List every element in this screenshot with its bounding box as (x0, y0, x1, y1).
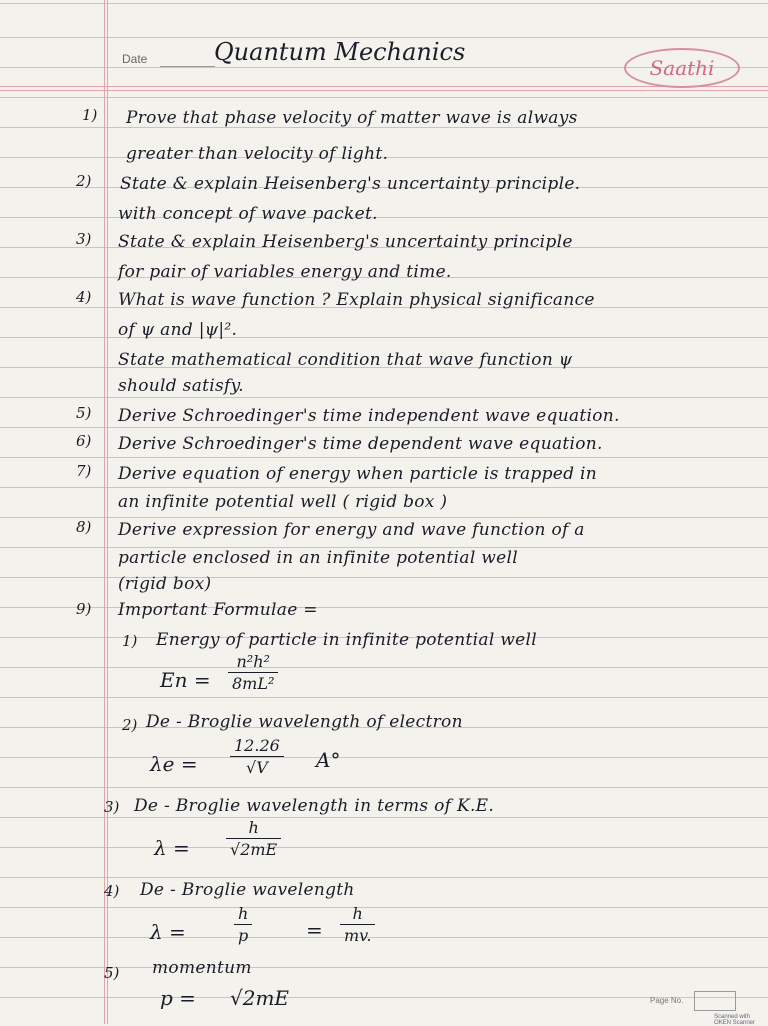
formula-denominator: mv. (344, 926, 372, 945)
formula-denominator: p (238, 926, 249, 945)
question-line: greater than velocity of light. (126, 144, 389, 164)
formula-number: 5) (104, 964, 120, 982)
formula-numerator: 12.26 (234, 736, 280, 755)
fraction-bar (234, 924, 252, 925)
question-line: Derive Schroedinger's time independent wave equation. (118, 406, 620, 426)
formula-lhs: En = (160, 668, 211, 692)
question-line: Derive equation of energy when particle is trapped in (118, 464, 598, 484)
formula-number: 2) (122, 716, 138, 734)
question-line: State mathematical condition that wave function ψ (118, 350, 573, 370)
question-line: an infinite potential well ( rigid box ) (118, 492, 448, 512)
question-line: What is wave function ? Explain physical significance (118, 290, 595, 310)
formula-numerator: h (248, 818, 259, 837)
formula-denominator: 8mL² (232, 674, 275, 693)
question-number: 4) (76, 288, 92, 306)
header-rule (0, 86, 768, 87)
formula-lhs: λ = (154, 836, 190, 860)
question-number: 7) (76, 462, 92, 480)
question-line: with concept of wave packet. (118, 204, 378, 224)
question-number: 3) (76, 230, 92, 248)
page-number-label: Page No. (650, 996, 684, 1005)
fraction-bar (230, 756, 284, 757)
question-number: 6) (76, 432, 92, 450)
formula-denominator: √V (246, 758, 268, 777)
header-rule (0, 90, 768, 91)
question-line: of ψ and |ψ|². (118, 320, 238, 340)
brand-logo: Saathi (624, 48, 740, 88)
formula-numerator: n²h² (236, 652, 270, 671)
question-line: Prove that phase velocity of matter wave is always (126, 108, 578, 128)
scanner-watermark: Scanned with OKEN Scanner (714, 1014, 756, 1026)
formula-description: De - Broglie wavelength (140, 880, 355, 900)
date-blank (160, 66, 215, 67)
question-line: Derive Schroedinger's time dependent wave equation. (118, 434, 603, 454)
question-number: 2) (76, 172, 92, 190)
question-line: particle enclosed in an infinite potential well (118, 548, 518, 568)
formula-lhs: λ = (150, 920, 186, 944)
margin-line (107, 0, 108, 1024)
formula-fraction (234, 904, 252, 945)
formula-number: 1) (122, 632, 138, 650)
formula-number: 3) (104, 798, 120, 816)
formula-description: De - Broglie wavelength in terms of K.E. (134, 796, 495, 816)
page-title: Quantum Mechanics (214, 38, 466, 66)
question-line: for pair of variables energy and time. (118, 262, 452, 282)
question-number: 9) (76, 600, 92, 618)
formula-numerator: h (352, 904, 363, 923)
question-line: Derive expression for energy and wave function of a (118, 520, 585, 540)
formula-equals: = (306, 918, 323, 942)
question-line: State & explain Heisenberg's uncertainty principle (118, 232, 573, 252)
fraction-bar (226, 838, 281, 839)
question-line: State & explain Heisenberg's uncertainty principle. (120, 174, 581, 194)
formula-fraction (340, 904, 375, 945)
formula-rhs: √2mE (230, 986, 290, 1010)
formulae-heading: Important Formulae = (118, 600, 318, 620)
question-line: (rigid box) (118, 574, 212, 594)
formula-unit: A° (316, 748, 341, 772)
formula-lhs: λe = (150, 752, 198, 776)
question-number: 1) (82, 106, 98, 124)
formula-fraction (230, 736, 284, 777)
formula-fraction (228, 652, 278, 693)
formula-description: De - Broglie wavelength of electron (146, 712, 463, 732)
formula-description: Energy of particle in infinite potential well (156, 630, 537, 650)
page-number-box (694, 991, 736, 1011)
formula-number: 4) (104, 882, 120, 900)
question-line: should satisfy. (118, 376, 244, 396)
date-label: Date (122, 52, 148, 66)
formula-description: momentum (152, 958, 252, 978)
margin-line (104, 0, 105, 1024)
question-number: 5) (76, 404, 92, 422)
fraction-bar (228, 672, 278, 673)
formula-fraction (226, 818, 281, 859)
fraction-bar (340, 924, 375, 925)
formula-numerator: h (238, 904, 249, 923)
question-number: 8) (76, 518, 92, 536)
formula-denominator: √2mE (230, 840, 278, 859)
formula-lhs: p = (160, 986, 196, 1010)
